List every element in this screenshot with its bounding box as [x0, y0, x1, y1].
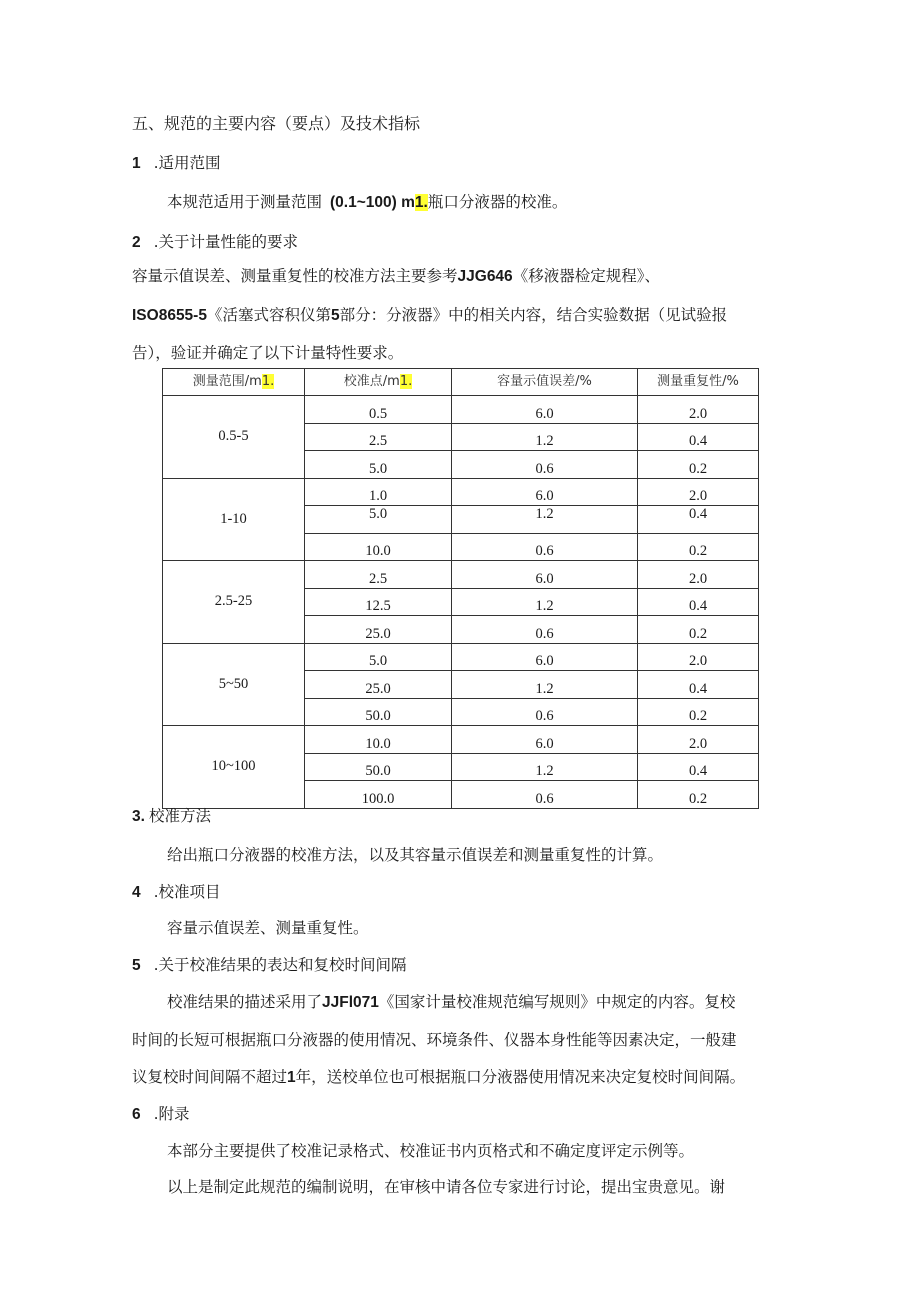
table-cell: 0.2 [638, 451, 759, 479]
table-row [163, 726, 759, 754]
table-cell: 6.0 [452, 643, 638, 671]
text-run: 《国家计量校准规范编写规则》中规定的内容。复校 [378, 993, 736, 1011]
heading-appendix [132, 1104, 190, 1125]
heading-items [132, 882, 221, 903]
table-cell: 0.4 [638, 506, 759, 534]
range-cell: 5~50 [163, 643, 305, 726]
table-cell: 0.4 [638, 423, 759, 451]
text-run: 瓶口分液器的校准。 [427, 193, 568, 211]
standard-code: JJFl071 [322, 994, 379, 1011]
table-cell: 6.0 [452, 478, 638, 506]
unit-highlight: 1. [414, 194, 428, 211]
table-cell: 0.5 [305, 396, 452, 424]
heading-results [132, 955, 407, 976]
table-header-row [163, 369, 759, 396]
heading-text: .关于计量性能的要求 [153, 233, 298, 251]
heading-number: 1 [132, 155, 141, 172]
header-range: 测量范围/m1. [163, 369, 305, 396]
range-cell: 10~100 [163, 726, 305, 809]
table-cell: 0.2 [638, 698, 759, 726]
text-run: 本规范适用于测量范围 [167, 193, 323, 211]
range-cell: 2.5-25 [163, 561, 305, 644]
metrology-line-1 [132, 266, 660, 287]
heading-number: 3. [132, 808, 145, 825]
heading-scope [132, 153, 221, 174]
heading-text: .校准项目 [153, 883, 221, 901]
table-cell: 0.2 [638, 533, 759, 561]
text-run: 《移液器检定规程》、 [512, 267, 660, 285]
table-cell: 1.2 [452, 423, 638, 451]
table-cell: 2.0 [638, 726, 759, 754]
table-cell: 50.0 [305, 753, 452, 781]
standard-code: ISO8655-5 [132, 307, 207, 324]
table-cell: 6.0 [452, 561, 638, 589]
table-cell: 25.0 [305, 671, 452, 699]
table-cell: 25.0 [305, 616, 452, 644]
table-cell: 5.0 [305, 451, 452, 479]
range-cell: 0.5-5 [163, 396, 305, 479]
table-cell: 1.2 [452, 671, 638, 699]
table-cell: 0.6 [452, 451, 638, 479]
scope-paragraph [167, 192, 567, 213]
appendix-paragraph: 本部分主要提供了校准记录格式、校准证书内页格式和不确定度评定示例等。 [167, 1142, 695, 1160]
range-value: (0.1~100) m [330, 194, 415, 211]
closing-paragraph: 以上是制定此规范的编制说明，在审核中请各位专家进行讨论，提出宝贵意见。谢 [167, 1178, 726, 1196]
table-cell: 0.2 [638, 781, 759, 809]
table-cell: 1.2 [452, 588, 638, 616]
table-cell: 1.2 [452, 506, 638, 534]
table-cell: 6.0 [452, 726, 638, 754]
table-row [163, 396, 759, 424]
heading-text: .关于校准结果的表达和复校时间间隔 [153, 956, 407, 974]
results-line-1 [167, 992, 735, 1013]
range-cell: 1-10 [163, 478, 305, 561]
text-run: 议复校时间间隔不超过 [132, 1068, 288, 1086]
heading-number: 6 [132, 1106, 141, 1123]
table-cell: 2.0 [638, 643, 759, 671]
section-title: 五、规范的主要内容（要点）及技术指标 [132, 114, 421, 133]
items-paragraph: 容量示值误差、测量重复性。 [167, 919, 369, 937]
standard-code: JJG646 [457, 268, 513, 285]
heading-number: 4 [132, 884, 141, 901]
table-cell: 5.0 [305, 506, 452, 534]
text-run: 《活塞式容积仪第 [206, 306, 331, 324]
table-row [163, 643, 759, 671]
table-cell: 0.6 [452, 533, 638, 561]
header-error: 容量示值误差/% [452, 369, 638, 396]
table-cell: 0.4 [638, 753, 759, 781]
heading-method [132, 806, 211, 827]
table-row [163, 561, 759, 589]
requirements-table [162, 368, 759, 809]
heading-number: 5 [132, 957, 141, 974]
table-cell: 6.0 [452, 396, 638, 424]
text-run: 容量示值误差、测量重复性的校准方法主要参考 [132, 267, 458, 285]
metrology-line-3: 告），验证并确定了以下计量特性要求。 [132, 344, 404, 362]
heading-text: .适用范围 [153, 154, 221, 172]
text-run: 年，送校单位也可根据瓶口分液器使用情况来决定复校时间间隔。 [295, 1068, 746, 1086]
text-run: 校准结果的描述采用了 [167, 993, 323, 1011]
table-cell: 2.5 [305, 561, 452, 589]
heading-text: .附录 [153, 1105, 190, 1123]
heading-number: 2 [132, 234, 141, 251]
table-cell: 2.0 [638, 478, 759, 506]
results-line-2: 时间的长短可根据瓶口分液器的使用情况、环境条件、仪器本身性能等因素决定，一般建 [132, 1031, 737, 1049]
table-cell: 0.4 [638, 671, 759, 699]
table-cell: 2.0 [638, 396, 759, 424]
method-paragraph: 给出瓶口分液器的校准方法，以及其容量示值误差和测量重复性的计算。 [167, 846, 664, 864]
heading-text: 校准方法 [148, 807, 211, 825]
table-cell: 0.6 [452, 616, 638, 644]
table-cell: 0.6 [452, 698, 638, 726]
table-cell: 0.6 [452, 781, 638, 809]
text-run: 部分：分液器》中的相关内容，结合实验数据（见试验报 [339, 306, 728, 324]
table-cell: 2.5 [305, 423, 452, 451]
table-cell: 0.4 [638, 588, 759, 616]
table-cell: 10.0 [305, 533, 452, 561]
table-cell: 1.2 [452, 753, 638, 781]
table-cell: 12.5 [305, 588, 452, 616]
interval-value: 1 [287, 1069, 296, 1086]
part-number: 5 [330, 307, 340, 324]
table-cell: 50.0 [305, 698, 452, 726]
table-cell: 2.0 [638, 561, 759, 589]
table-cell: 0.2 [638, 616, 759, 644]
heading-metrology [132, 232, 298, 253]
table-cell: 10.0 [305, 726, 452, 754]
results-line-3 [132, 1067, 745, 1088]
header-point: 校准点/m1. [305, 369, 452, 396]
table-cell: 100.0 [305, 781, 452, 809]
metrology-line-2 [132, 305, 727, 326]
table-cell: 5.0 [305, 643, 452, 671]
table-row [163, 478, 759, 506]
header-repeatability: 测量重复性/% [638, 369, 759, 396]
table-cell: 1.0 [305, 478, 452, 506]
